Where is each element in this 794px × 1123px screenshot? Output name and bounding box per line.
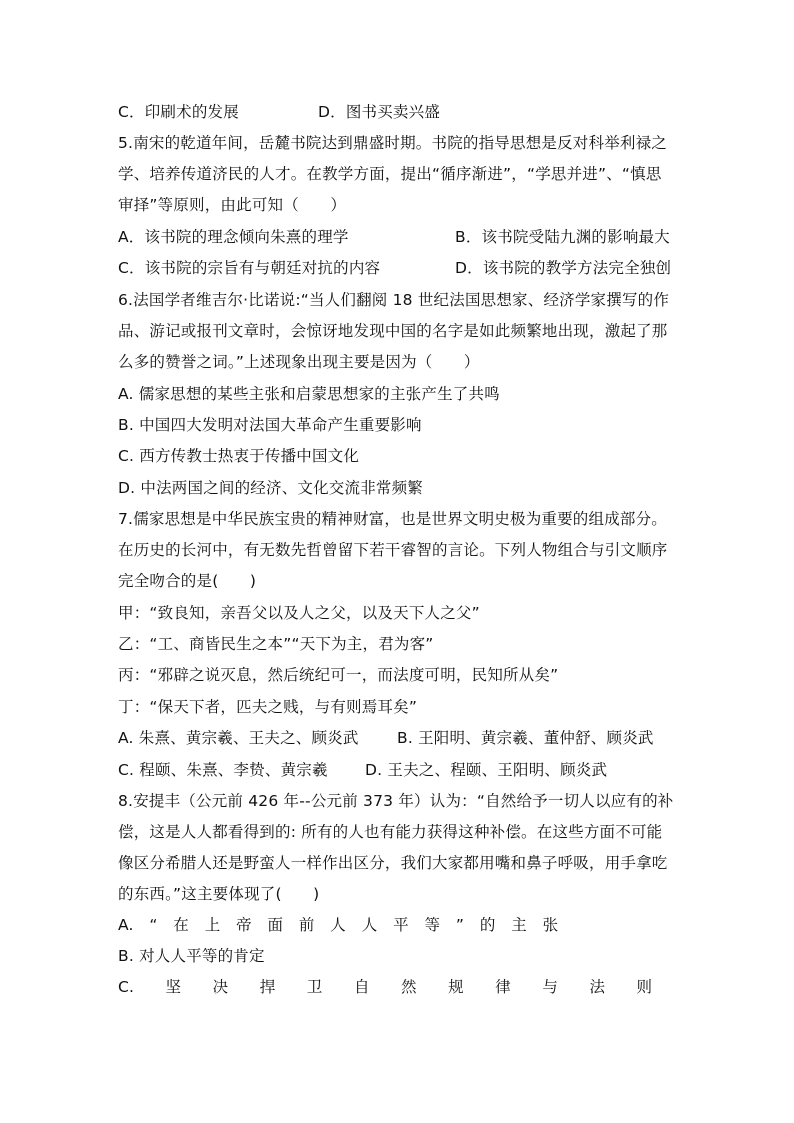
q4-option-d: D．图书买卖兴盛 <box>318 103 441 121</box>
q5-stem-line1: 5.南宋的乾道年间，岳麓书院达到鼎盛时期。书院的指导思想是反对科举利禄之 <box>118 134 667 152</box>
q5-stem-line3: 审择”等原则，由此可知（ ） <box>118 196 347 214</box>
q7-stem-line1: 7.儒家思想是中华民族宝贵的精神财富，也是世界文明史极为重要的组成部分。 <box>118 510 667 528</box>
q6-option-c: C. 西方传教士热衷于传播中国文化 <box>118 447 360 465</box>
q7-stem-line2: 在历史的长河中，有无数先哲曾留下若干睿智的言论。下列人物组合与引文顺序 <box>118 541 668 559</box>
q7-option-b: B. 王阳明、黄宗羲、董仲舒、顾炎武 <box>397 729 654 747</box>
q6-stem-line2: 品、游记或报刊文章时，会惊讶地发现中国的名字是如此频繁地出现，激起了那 <box>118 322 668 340</box>
q5-option-d: D．该书院的教学方法完全独创 <box>455 259 672 277</box>
q8-option-c: C. 坚 决 捍 卫 自 然 规 律 与 法 则 <box>118 978 653 996</box>
q7-option-a: A. 朱熹、黄宗羲、王夫之、顾炎武 <box>118 729 359 747</box>
q5-option-b: B．该书院受陆九渊的影响最大 <box>455 228 670 246</box>
q8-stem-line1: 8.安提丰（公元前 426 年--公元前 373 年）认为：“自然给予一切人以应有的补 <box>118 792 674 810</box>
q7-quote-jia: 甲：“致良知，亲吾父以及人之父，以及天下人之父” <box>118 604 480 622</box>
q6-stem-line1: 6.法国学者维吉尔·比诺说:“当人们翻阅 18 世纪法国思想家、经济学家撰写的作 <box>118 291 670 309</box>
q8-option-a: A. “ 在 上 帝 面 前 人 人 平 等 ” 的 主 张 <box>118 916 559 934</box>
q8-stem-line3: 像区分希腊人还是野蛮人一样作出区分，我们大家都用嘴和鼻子呼吸，用手拿吃 <box>118 854 668 872</box>
q7-quote-yi: 乙：“工、商皆民生之本”“天下为主，君为客” <box>118 635 434 653</box>
q6-option-b: B. 中国四大发明对法国大革命产生重要影响 <box>118 416 422 434</box>
q7-option-d: D. 王夫之、程颐、王阳明、顾炎武 <box>365 761 608 779</box>
q8-option-b: B. 对人人平等的肯定 <box>118 947 265 965</box>
q8-stem-line4: 的东西。”这主要体现了( ) <box>118 885 320 903</box>
q6-stem-line3: 么多的赞誉之词。”上述现象出现主要是因为（ ） <box>118 353 480 371</box>
q7-quote-ding: 丁：“保天下者，匹夫之贱，与有则焉耳矣” <box>118 698 418 716</box>
q4-option-c: C．印刷术的发展 <box>118 103 239 121</box>
q5-option-a: A．该书院的理念倾向朱熹的理学 <box>118 228 349 246</box>
q6-option-d: D. 中法两国之间的经济、文化交流非常频繁 <box>118 479 423 497</box>
q5-option-c: C．该书院的宗旨有与朝廷对抗的内容 <box>118 259 381 277</box>
q7-stem-line3: 完全吻合的是( ) <box>118 572 257 590</box>
q8-stem-line2: 偿，这是人人都看得到的: 所有的人也有能力获得这种补偿。在这些方面不可能 <box>118 823 663 841</box>
q6-option-a: A. 儒家思想的某些主张和启蒙思想家的主张产生了共鸣 <box>118 385 500 403</box>
q5-stem-line2: 学、培养传道济民的人才。在教学方面，提出“循序渐进”，“学思并进”、“慎思 <box>118 165 662 183</box>
q7-option-c: C. 程颐、朱熹、李贽、黄宗羲 <box>118 761 328 779</box>
q7-quote-bing: 丙：“邪辟之说灭息，然后统纪可一，而法度可明，民知所从矣” <box>118 666 559 684</box>
